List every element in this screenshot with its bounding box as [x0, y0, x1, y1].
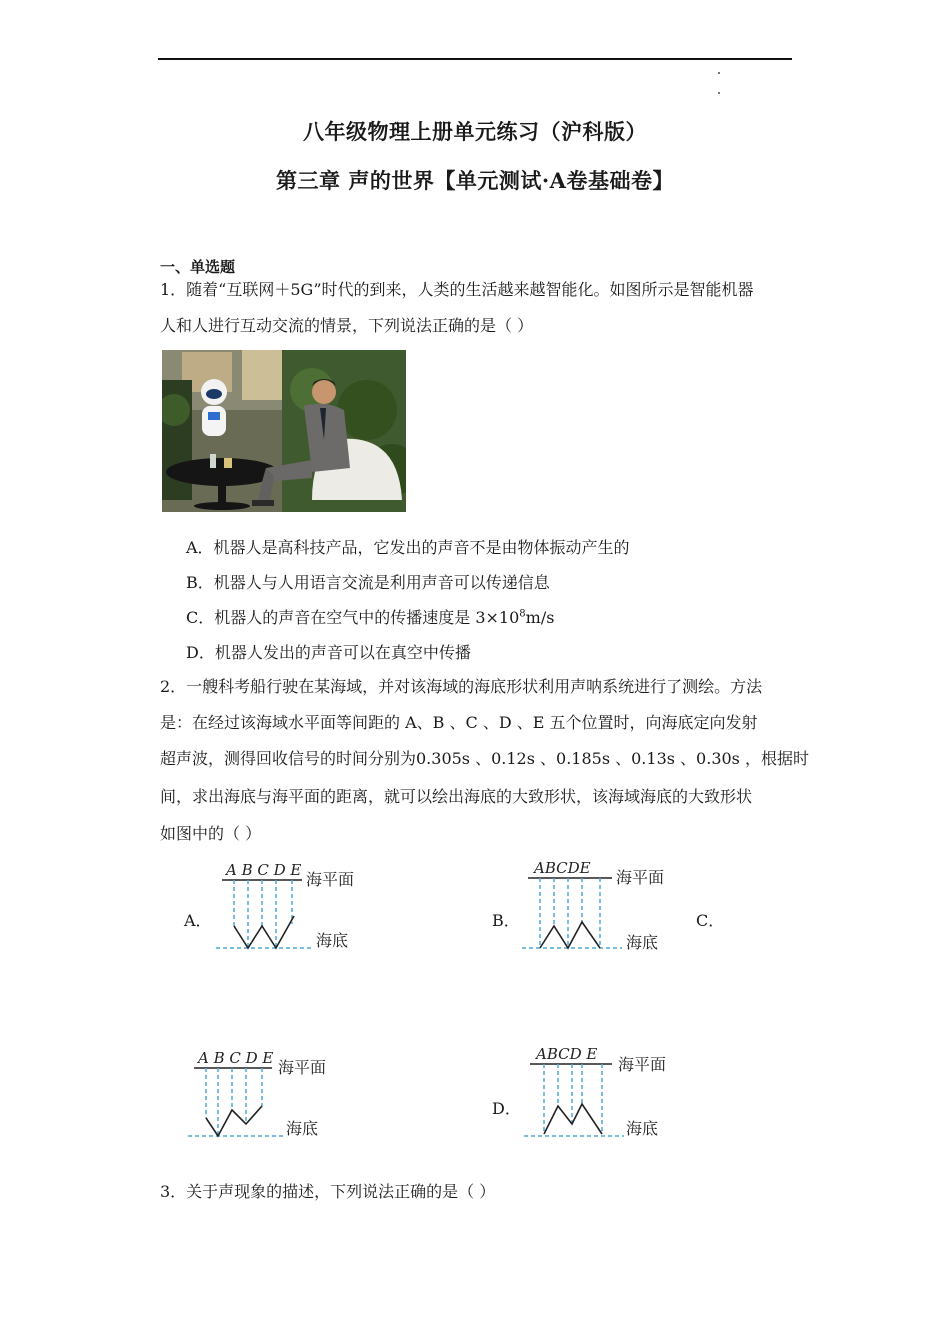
points-label: A B C D E: [198, 1049, 274, 1067]
seafloor-profile: [540, 922, 600, 948]
margin-mark: [718, 72, 720, 74]
question-2-stem-line3: 超声波，测得回收信号的时间分别为0.305s 、0.12s 、0.185s 、0.13s 、0.30s ，根据时: [160, 749, 809, 768]
option-c-text: C．机器人的声音在空气中的传播速度是 3×10: [186, 608, 520, 627]
question-1-stem-line2: 人和人进行互动交流的情景，下列说法正确的是（ ）: [160, 316, 534, 335]
option-b: B．机器人与人用语言交流是利用声音可以传递信息: [186, 573, 550, 592]
seafloor-profile: [544, 1104, 602, 1134]
sea-floor-label: 海底: [286, 1119, 319, 1138]
seafloor-profile: [206, 1106, 262, 1136]
diagram-option-b-label: B．: [492, 911, 520, 930]
seafloor-diagram-a: [212, 856, 372, 956]
sonar-dash-lines: [524, 1064, 624, 1136]
header-rule: [158, 58, 792, 60]
question-3-stem-line1: 3．关于声现象的描述，下列说法正确的是（ ）: [160, 1182, 496, 1201]
option-c-exponent: 8: [519, 608, 526, 620]
sonar-dash-lines: [522, 878, 622, 948]
sonar-dash-lines: [188, 1068, 284, 1136]
diagram-option-a-label: A．: [184, 911, 212, 930]
sea-floor-label: 海底: [626, 933, 659, 952]
question-2-stem-line2: 是：在经过该海域水平面等间距的 A、B 、C 、D 、E 五个位置时，向海底定向发射: [160, 713, 758, 732]
question-2-stem-line1: 2．一艘科考船行驶在某海域，并对该海域的海底形状利用声呐系统进行了测绘。方法: [160, 677, 763, 696]
sea-floor-label: 海底: [316, 931, 349, 950]
seafloor-diagram-d: [520, 1040, 680, 1140]
document-title: 八年级物理上册单元练习（沪科版）: [303, 119, 647, 144]
sea-level-label: 海平面: [616, 868, 665, 887]
sonar-dash-lines: [216, 880, 314, 948]
points-label: A B C D E: [226, 861, 302, 879]
question-2-stem-line4: 间，求出海底与海平面的距离，就可以绘出海底的大致形状，该海域海底的大致形状: [160, 787, 753, 806]
document-subtitle: 第三章 声的世界【单元测试·A卷基础卷】: [276, 168, 674, 193]
question-2-stem-line5: 如图中的（ ）: [160, 824, 262, 843]
sea-level-label: 海平面: [306, 870, 355, 889]
question-1-stem-line1: 1．随着“互联网＋5G”时代的到来，人类的生活越来越智能化。如图所示是智能机器: [160, 280, 754, 299]
margin-mark: [718, 92, 720, 94]
sea-level-label: 海平面: [618, 1055, 667, 1074]
points-label: ABCD E: [536, 1045, 598, 1063]
seafloor-profile: [234, 916, 294, 948]
diagram-option-d-label: D．: [492, 1099, 521, 1118]
points-label: ABCDE: [534, 859, 591, 877]
option-c: [186, 605, 554, 628]
option-d: D．机器人发出的声音可以在真空中传播: [186, 643, 471, 662]
seafloor-diagram-b: [522, 854, 682, 954]
robot-conversation-photo: [162, 350, 406, 512]
option-a: A．机器人是高科技产品，它发出的声音不是由物体振动产生的: [186, 538, 630, 557]
sea-level-label: 海平面: [278, 1058, 327, 1077]
diagram-option-c-label: C．: [696, 911, 725, 930]
option-c-unit: m/s: [525, 608, 555, 627]
seafloor-diagram-c: [184, 1044, 344, 1144]
sea-floor-label: 海底: [626, 1119, 659, 1138]
section-heading: 一、单选题: [160, 258, 236, 276]
